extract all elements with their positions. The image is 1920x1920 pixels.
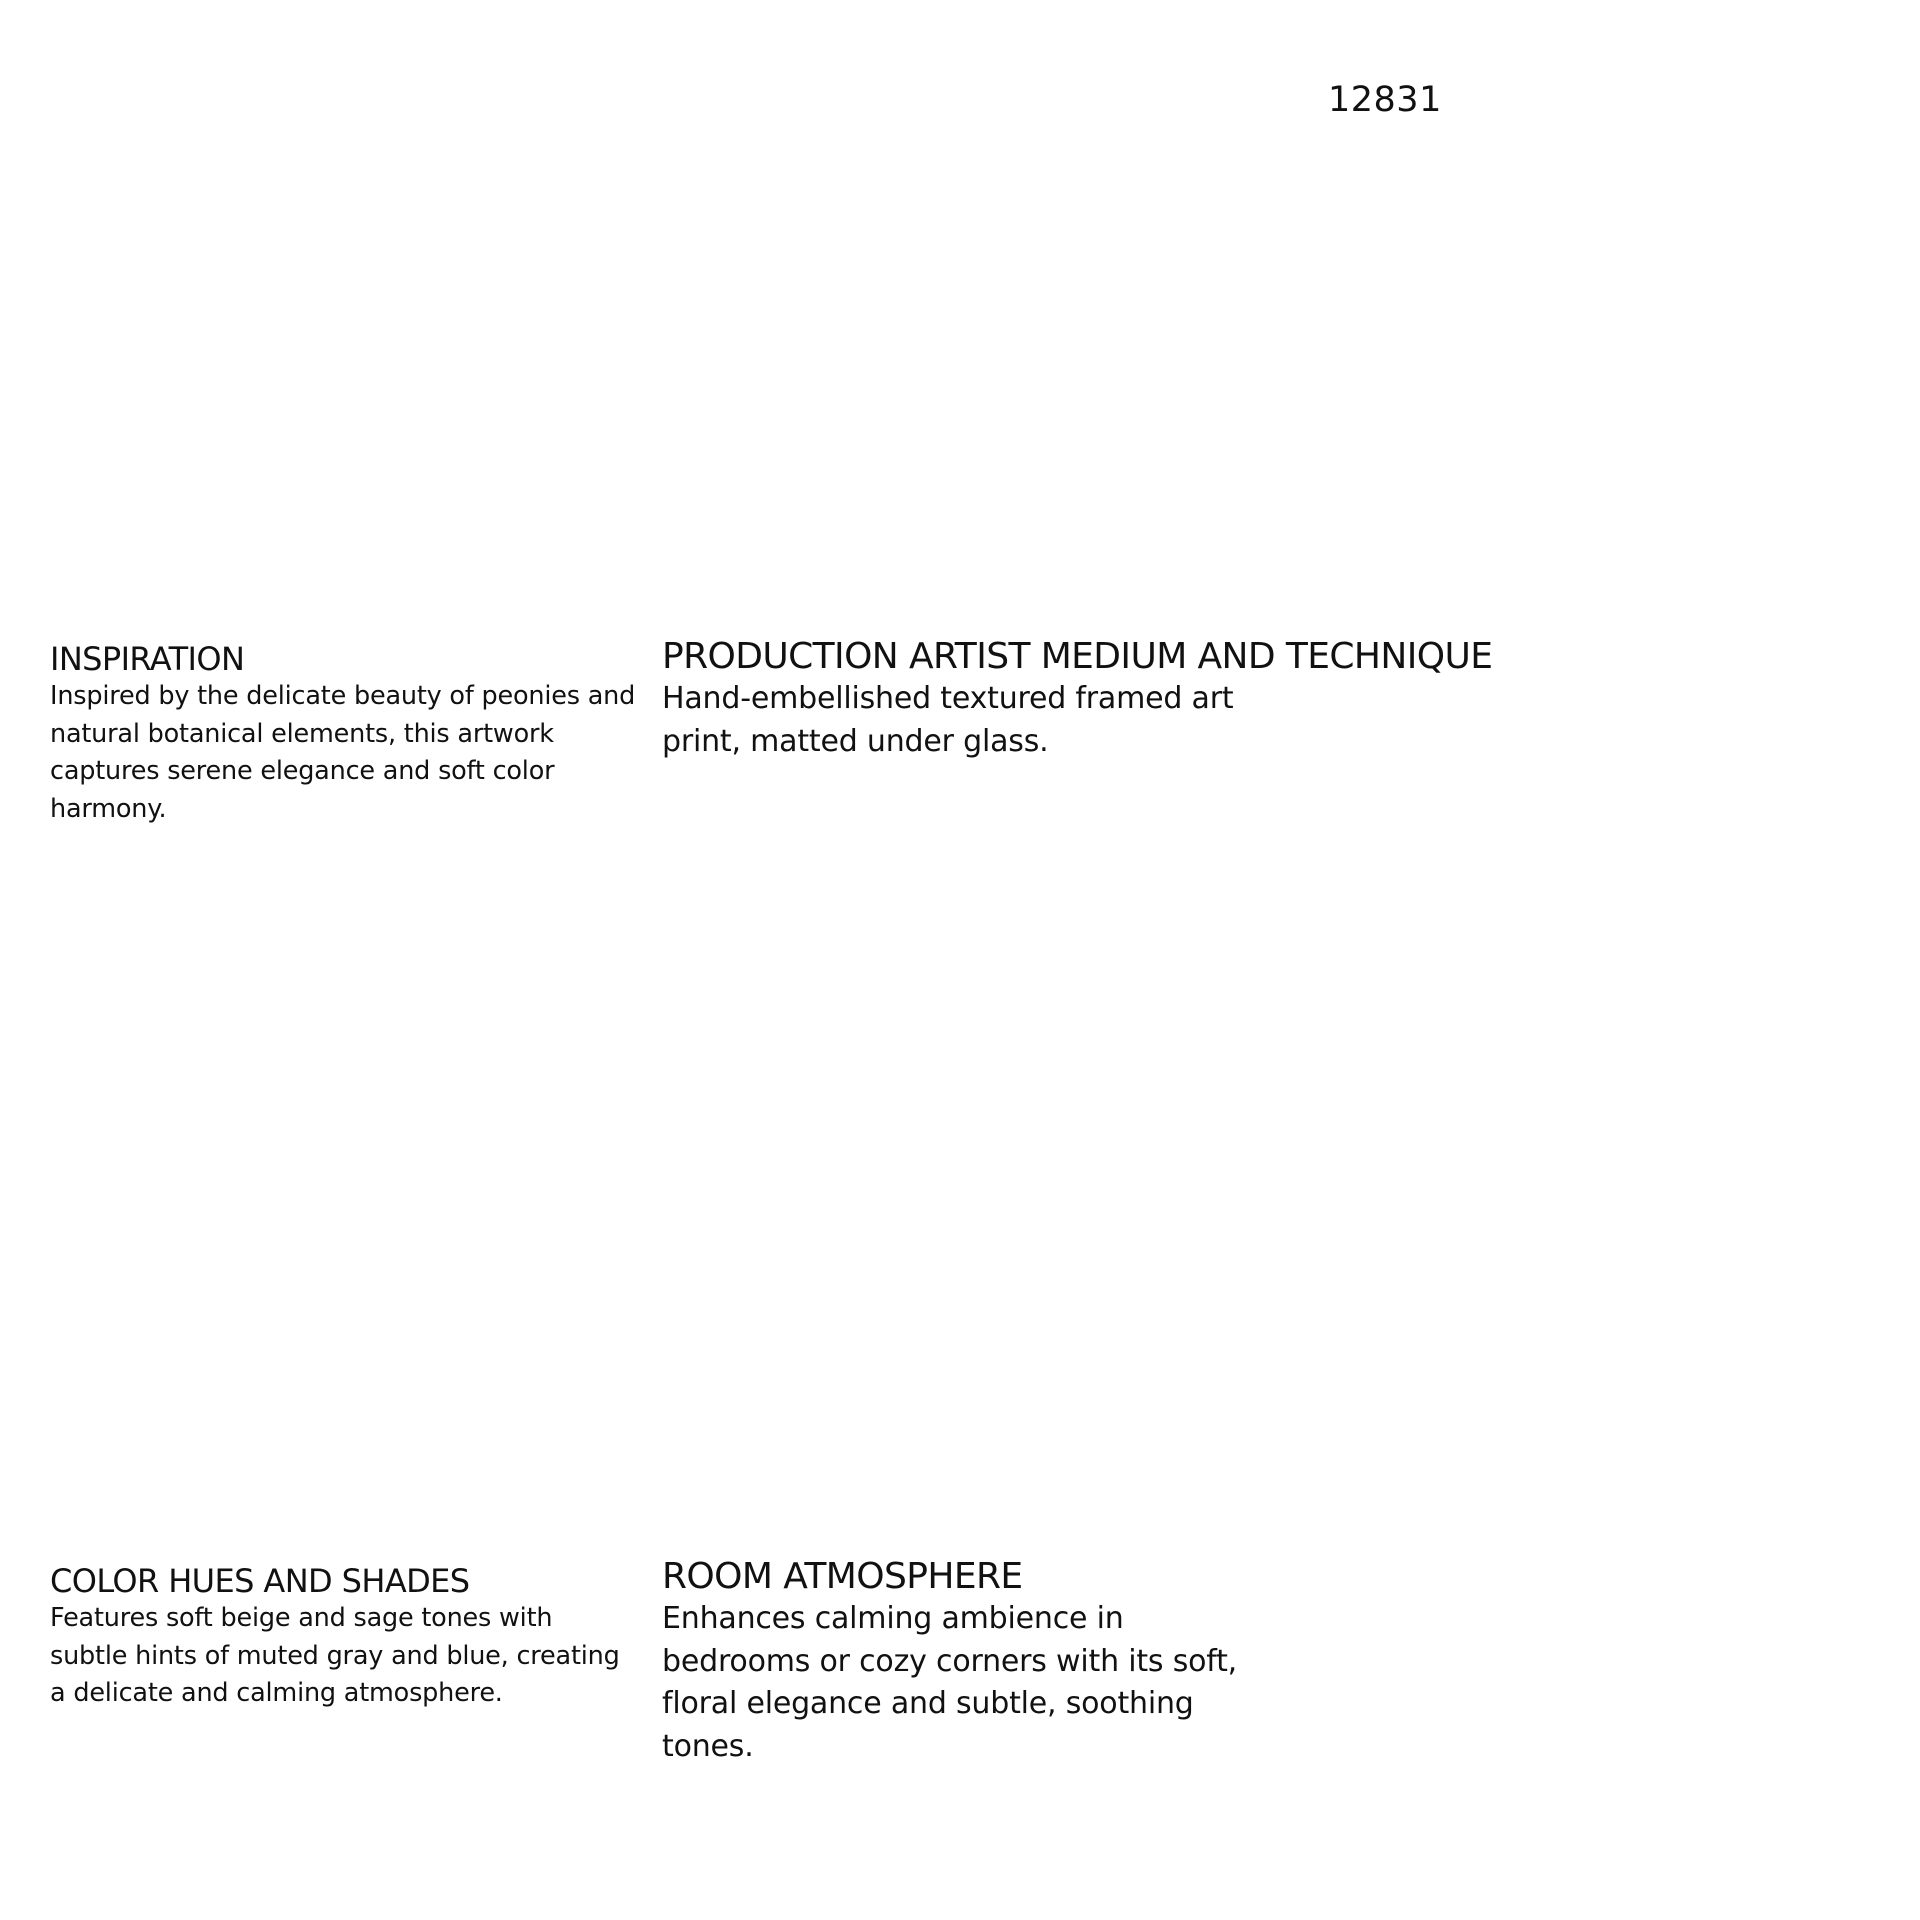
- production-heading: PRODUCTION ARTIST MEDIUM AND TECHNIQUE: [662, 636, 1493, 677]
- room-heading: ROOM ATMOSPHERE: [662, 1556, 1023, 1597]
- production-text: [662, 678, 1262, 763]
- room-section: [662, 1556, 1262, 1768]
- color-text: [50, 1600, 650, 1713]
- inspiration-text-line: Inspired by the delicate beauty of peonies and: [50, 681, 636, 711]
- inspiration-section: [50, 640, 650, 828]
- room-text-line: Enhances calming ambience in: [662, 1601, 1124, 1636]
- inspiration-text-line: captures serene elegance and soft color: [50, 756, 555, 786]
- product-code: 12831: [1328, 80, 1442, 120]
- room-text: [662, 1598, 1262, 1768]
- color-text-line: a delicate and calming atmosphere.: [50, 1678, 503, 1708]
- room-text-line: tones.: [662, 1728, 754, 1764]
- room-text-line: floral elegance and subtle, soothing: [662, 1686, 1194, 1721]
- inspiration-text-line: natural botanical elements, this artwork: [50, 718, 554, 749]
- color-text-line: subtle hints of muted gray and blue, creating: [50, 1640, 620, 1671]
- production-text-line: Hand-embellished textured framed art: [662, 681, 1234, 716]
- color-section: [50, 1562, 650, 1713]
- color-heading: COLOR HUES AND SHADES: [50, 1562, 470, 1600]
- color-text-line: Features soft beige and sage tones with: [50, 1603, 553, 1633]
- production-section: [662, 636, 1493, 763]
- inspiration-heading: INSPIRATION: [50, 640, 245, 678]
- production-text-line: print, matted under glass.: [662, 723, 1049, 759]
- inspiration-text: [50, 678, 650, 828]
- inspiration-text-line: harmony.: [50, 793, 167, 824]
- room-text-line: bedrooms or cozy corners with its soft,: [662, 1643, 1238, 1679]
